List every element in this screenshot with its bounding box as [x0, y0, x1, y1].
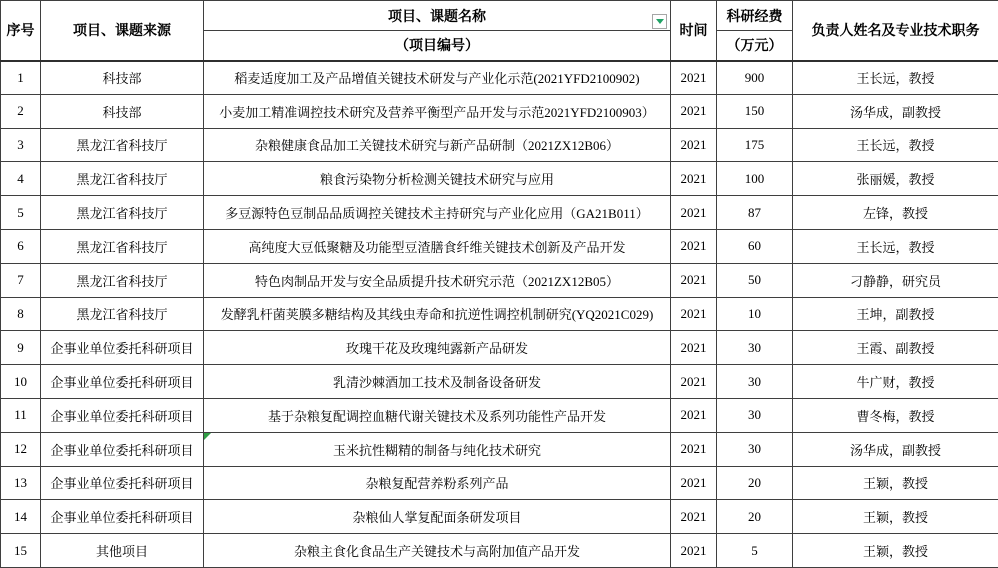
cell-serial[interactable]: 9 [1, 331, 41, 365]
header-project-name-label: 项目、课题名称 [388, 9, 486, 25]
cell-year[interactable]: 2021 [671, 331, 717, 365]
cell-fund[interactable]: 10 [717, 297, 793, 331]
cell-project-name[interactable]: 特色肉制品开发与安全品质提升技术研究示范（2021ZX12B05） [204, 263, 671, 297]
cell-source[interactable]: 科技部 [41, 61, 204, 95]
cell-source[interactable]: 科技部 [41, 94, 204, 128]
table-row [1, 500, 998, 534]
cell-project-name[interactable]: 乳清沙棘酒加工技术及制备设备研发 [204, 365, 671, 399]
cell-project-name[interactable]: 杂粮复配营养粉系列产品 [204, 466, 671, 500]
cell-fund[interactable]: 20 [717, 466, 793, 500]
table-body [1, 61, 998, 568]
cell-year[interactable]: 2021 [671, 398, 717, 432]
cell-error-flag-triangle [204, 433, 211, 440]
cell-year[interactable]: 2021 [671, 196, 717, 230]
cell-year[interactable]: 2021 [671, 128, 717, 162]
cell-source[interactable]: 企事业单位委托科研项目 [41, 331, 204, 365]
cell-leader[interactable]: 王长远，教授 [793, 229, 998, 263]
cell-serial[interactable]: 3 [1, 128, 41, 162]
cell-year[interactable]: 2021 [671, 162, 717, 196]
table-row [1, 162, 998, 196]
cell-serial[interactable]: 15 [1, 534, 41, 568]
cell-leader[interactable]: 王颖，教授 [793, 500, 998, 534]
cell-leader[interactable]: 左锋，教授 [793, 196, 998, 230]
cell-serial[interactable]: 6 [1, 229, 41, 263]
header-time: 时间 [671, 1, 717, 61]
cell-leader[interactable]: 王霞、副教授 [793, 331, 998, 365]
cell-source[interactable]: 黑龙江省科技厅 [41, 128, 204, 162]
cell-year[interactable]: 2021 [671, 263, 717, 297]
cell-source[interactable]: 企事业单位委托科研项目 [41, 365, 204, 399]
chevron-down-icon [656, 19, 664, 24]
cell-source[interactable]: 黑龙江省科技厅 [41, 229, 204, 263]
cell-project-name[interactable]: 小麦加工精准调控技术研究及营养平衡型产品开发与示范2021YFD2100903） [204, 94, 671, 128]
cell-project-name[interactable]: 玫瑰干花及玫瑰纯露新产品研发 [204, 331, 671, 365]
cell-serial[interactable]: 5 [1, 196, 41, 230]
cell-year[interactable]: 2021 [671, 534, 717, 568]
cell-leader[interactable]: 汤华成，副教授 [793, 94, 998, 128]
cell-fund[interactable]: 50 [717, 263, 793, 297]
cell-project-name[interactable]: 发酵乳杆菌荚膜多糖结构及其线虫寿命和抗逆性调控机制研究(YQ2021C029) [204, 297, 671, 331]
cell-leader[interactable]: 王长远，教授 [793, 128, 998, 162]
cell-project-name[interactable]: 稻麦适度加工及产品增值关键技术研发与产业化示范(2021YFD2100902) [204, 61, 671, 95]
cell-leader[interactable]: 王颖，教授 [793, 466, 998, 500]
cell-fund[interactable]: 30 [717, 398, 793, 432]
cell-serial[interactable]: 10 [1, 365, 41, 399]
header-source: 项目、课题来源 [41, 1, 204, 61]
cell-fund[interactable]: 900 [717, 61, 793, 95]
table-row [1, 466, 998, 500]
cell-project-name[interactable]: 基于杂粮复配调控血糖代谢关键技术及系列功能性产品开发 [204, 398, 671, 432]
cell-leader[interactable]: 牛广财，教授 [793, 365, 998, 399]
cell-serial[interactable]: 7 [1, 263, 41, 297]
cell-source[interactable]: 黑龙江省科技厅 [41, 263, 204, 297]
cell-fund[interactable]: 150 [717, 94, 793, 128]
cell-fund[interactable]: 87 [717, 196, 793, 230]
cell-year[interactable]: 2021 [671, 500, 717, 534]
cell-serial[interactable]: 11 [1, 398, 41, 432]
cell-project-name-text: 玉米抗性糊精的制备与纯化技术研究 [332, 442, 541, 458]
cell-year[interactable]: 2021 [671, 229, 717, 263]
cell-fund[interactable]: 5 [717, 534, 793, 568]
header-fund-unit: （万元） [717, 31, 793, 61]
header-project-code: （项目编号） [204, 31, 671, 61]
cell-leader[interactable]: 王坤，副教授 [793, 297, 998, 331]
cell-leader[interactable]: 王颖，教授 [793, 534, 998, 568]
cell-fund[interactable]: 30 [717, 432, 793, 466]
cell-serial[interactable]: 2 [1, 94, 41, 128]
cell-source[interactable]: 黑龙江省科技厅 [41, 162, 204, 196]
table-row [1, 229, 998, 263]
cell-project-name[interactable]: 杂粮主食化食品生产关键技术与高附加值产品开发 [204, 534, 671, 568]
table-row [1, 534, 998, 568]
cell-fund[interactable]: 30 [717, 365, 793, 399]
cell-year[interactable]: 2021 [671, 61, 717, 95]
cell-project-name[interactable]: 杂粮健康食品加工关键技术研究与新产品研制（2021ZX12B06） [204, 128, 671, 162]
cell-fund[interactable]: 30 [717, 331, 793, 365]
cell-year[interactable]: 2021 [671, 365, 717, 399]
cell-year[interactable]: 2021 [671, 94, 717, 128]
table-row [1, 331, 998, 365]
table-row [1, 128, 998, 162]
header-leader: 负责人姓名及专业技术职务 [793, 1, 998, 61]
cell-project-name[interactable] [204, 432, 671, 466]
cell-source[interactable]: 企事业单位委托科研项目 [41, 466, 204, 500]
cell-source[interactable]: 其他项目 [41, 534, 204, 568]
table-row [1, 398, 998, 432]
cell-project-name[interactable]: 粮食污染物分析检测关键技术研究与应用 [204, 162, 671, 196]
table-row [1, 61, 998, 95]
cell-leader[interactable]: 汤华成，副教授 [793, 432, 998, 466]
cell-year[interactable]: 2021 [671, 432, 717, 466]
cell-leader[interactable]: 曹冬梅，教授 [793, 398, 998, 432]
filter-dropdown-button[interactable] [652, 14, 667, 29]
cell-source[interactable]: 黑龙江省科技厅 [41, 196, 204, 230]
table-row [1, 432, 998, 466]
cell-serial[interactable]: 1 [1, 61, 41, 95]
cell-year[interactable]: 2021 [671, 297, 717, 331]
cell-serial[interactable]: 4 [1, 162, 41, 196]
cell-project-name[interactable]: 杂粮仙人掌复配面条研发项目 [204, 500, 671, 534]
cell-source[interactable]: 企事业单位委托科研项目 [41, 432, 204, 466]
header-fund: 科研经费 [717, 1, 793, 31]
cell-leader[interactable]: 张丽媛，教授 [793, 162, 998, 196]
table-row [1, 196, 998, 230]
cell-serial[interactable]: 12 [1, 432, 41, 466]
cell-source[interactable]: 企事业单位委托科研项目 [41, 398, 204, 432]
cell-leader[interactable]: 王长远，教授 [793, 61, 998, 95]
table-row [1, 365, 998, 399]
header-project-name [204, 1, 671, 31]
cell-serial[interactable]: 13 [1, 466, 41, 500]
table-row [1, 263, 998, 297]
table-row [1, 297, 998, 331]
table-row [1, 94, 998, 128]
cell-fund[interactable]: 20 [717, 500, 793, 534]
table-header [1, 1, 998, 61]
cell-project-name[interactable]: 高纯度大豆低聚糖及功能型豆渣膳食纤维关键技术创新及产品开发 [204, 229, 671, 263]
cell-fund[interactable]: 60 [717, 229, 793, 263]
cell-source[interactable]: 企事业单位委托科研项目 [41, 500, 204, 534]
cell-serial[interactable]: 14 [1, 500, 41, 534]
cell-leader[interactable]: 刁静静，研究员 [793, 263, 998, 297]
header-serial: 序号 [1, 1, 41, 61]
cell-source[interactable]: 黑龙江省科技厅 [41, 297, 204, 331]
cell-fund[interactable]: 175 [717, 128, 793, 162]
cell-project-name[interactable]: 多豆源特色豆制品品质调控关键技术主持研究与产业化应用（GA21B011） [204, 196, 671, 230]
cell-serial[interactable]: 8 [1, 297, 41, 331]
cell-year[interactable]: 2021 [671, 466, 717, 500]
cell-fund[interactable]: 100 [717, 162, 793, 196]
